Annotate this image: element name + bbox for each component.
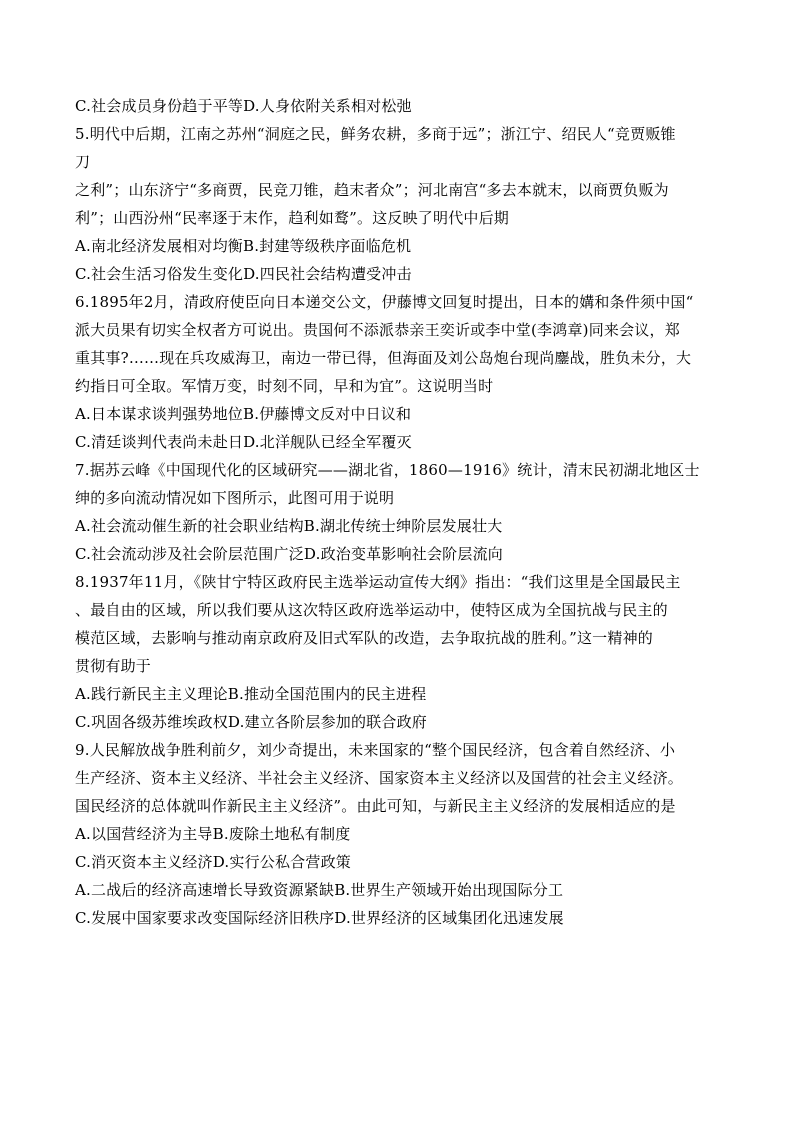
text-line-q6-stem-3: 重其事?……现在兵攻威海卫，南边一带已得，但海面及刘公岛炮台现尚鏖战，胜负未分，大: [75, 349, 692, 367]
text-line-q9-option-cd: C.消灭资本主义经济D.实行公私合营政策: [75, 853, 351, 871]
text-line-q5-option-cd: C.社会生活习俗发生变化D.四民社会结构遭受冲击: [75, 265, 412, 283]
text-line-q5-stem-1: 5.明代中后期，江南之苏州“洞庭之民，鲜务农耕，多商于远”；浙江宁、绍民人“竞贾贩锥: [75, 125, 676, 143]
text-line-q8-stem-3: 模范区域，去影响与推动南京政府及旧式军队的改造，去争取抗战的胜利。”这一精神的: [75, 629, 653, 647]
text-line-option-cd-q4: C.社会成员身份趋于平等D.人身依附关系相对松弛: [75, 97, 412, 115]
text-line-q9-stem-1: 9.人民解放战争胜利前夕，刘少奇提出，未来国家的“整个国民经济，包含着自然经济、小: [75, 741, 676, 759]
text-line-q8-stem-4: 贯彻有助于: [75, 657, 152, 675]
text-line-q8-stem-1: 8.1937年11月，《陕甘宁特区政府民主选举运动宣传大纲》指出：“我们这里是全国最民主: [75, 573, 681, 591]
text-line-q5-stem-4: 利”；山西汾州“民率逐于末作，趋利如鹜”。这反映了明代中后期: [75, 209, 510, 227]
text-line-q6-stem-1: 6.1895年2月，清政府使臣向日本递交公文，伊藤博文回复时提出，日本的媾和条件须中国“: [75, 293, 694, 311]
text-line-q5-stem-2: 刀: [75, 153, 91, 171]
document-page: [75, 92, 725, 932]
text-line-q7-stem-2: 绅的多向流动情况如下图所示，此图可用于说明: [75, 489, 395, 507]
text-line-q5-stem-3: 之利”；山东济宁“多商贾，民竞刀锥，趋末者众”；河北南宫“多去本就末，以商贾负贩为: [75, 181, 669, 199]
text-line-q9-option-ab: A.以国营经济为主导B.废除土地私有制度: [75, 825, 351, 843]
text-line-q10-option-cd: C.发展中国家要求改变国际经济旧秩序D.世界经济的区域集团化迅速发展: [75, 909, 564, 927]
text-line-q8-stem-2: 、最自由的区域，所以我们要从这次特区政府选举运动中，使特区成为全国抗战与民主的: [75, 601, 668, 619]
text-line-q8-option-cd: C.巩固各级苏维埃政权D.建立各阶层参加的联合政府: [75, 713, 427, 731]
text-line-q10-option-ab: A.二战后的经济高速增长导致资源紧缺B.世界生产领域开始出现国际分工: [75, 881, 564, 899]
text-line-q7-stem-1: 7.据苏云峰《中国现代化的区域研究——湖北省，1860—1916》统计，清末民初湖北地区士: [75, 461, 700, 479]
text-line-q6-stem-2: 派大员果有切实全权者方可说出。贵国何不添派恭亲王奕䜣或李中堂(李鸿章)同来会议，郑: [75, 321, 680, 339]
text-line-q6-option-ab: A.日本谋求谈判强势地位B.伊藤博文反对中日议和: [75, 405, 412, 423]
text-line-q6-stem-4: 约指日可全取。军情万变，时刻不同，早和为宜”。这说明当时: [75, 377, 494, 395]
text-line-q7-option-ab: A.社会流动催生新的社会职业结构B.湖北传统士绅阶层发展壮大: [75, 517, 503, 535]
text-line-q5-option-ab: A.南北经济发展相对均衡B.封建等级秩序面临危机: [75, 237, 412, 255]
text-line-q6-option-cd: C.清廷谈判代表尚未赴日D.北洋舰队已经全军覆灭: [75, 433, 412, 451]
text-line-q8-option-ab: A.践行新民主主义理论B.推动全国范围内的民主进程: [75, 685, 427, 703]
text-line-q7-option-cd: C.社会流动涉及社会阶层范围广泛D.政治变革影响社会阶层流向: [75, 545, 503, 563]
text-line-q9-stem-2: 生产经济、资本主义经济、半社会主义经济、国家资本主义经济以及国营的社会主义经济。: [75, 769, 684, 787]
text-line-q9-stem-3: 国民经济的总体就叫作新民主主义经济”。由此可知，与新民主主义经济的发展相适应的是: [75, 797, 676, 815]
